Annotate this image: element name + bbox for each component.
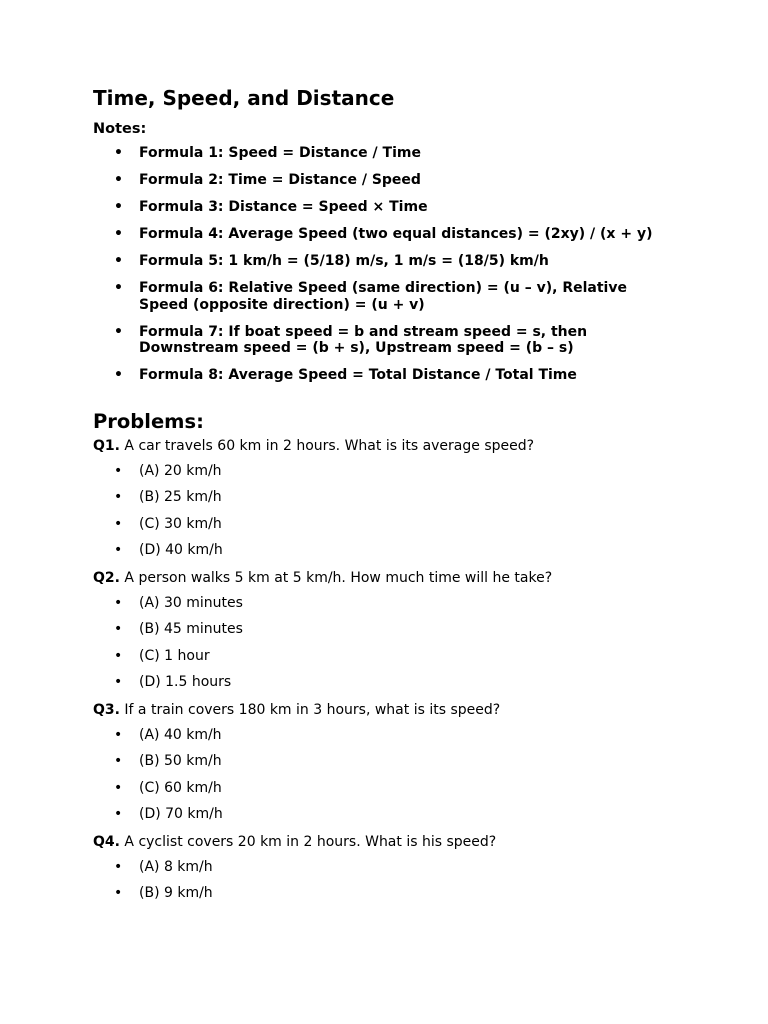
question-number: Q2. bbox=[93, 569, 120, 586]
answer-option: • (D) 70 km/h bbox=[93, 806, 675, 823]
formula-item: • Formula 5: 1 km/h = (5/18) m/s, 1 m/s = (18/5) km/h bbox=[93, 253, 675, 270]
question-number: Q4. bbox=[93, 833, 120, 850]
formula-item: • Formula 1: Speed = Distance / Time bbox=[93, 145, 675, 162]
formula-item: • Formula 3: Distance = Speed × Time bbox=[93, 199, 675, 216]
question-text: A car travels 60 km in 2 hours. What is its average speed? bbox=[124, 437, 535, 454]
problems-section bbox=[93, 437, 675, 902]
notes-heading: Notes: bbox=[93, 121, 147, 137]
answer-option: • (B) 50 km/h bbox=[93, 753, 675, 770]
answer-option: • (A) 8 km/h bbox=[93, 859, 675, 876]
question-text: If a train covers 180 km in 3 hours, what is its speed? bbox=[124, 701, 501, 718]
answer-option: • (D) 40 km/h bbox=[93, 542, 675, 559]
answer-option: • (A) 20 km/h bbox=[93, 463, 675, 480]
question-number: Q1. bbox=[93, 437, 120, 454]
answer-option: • (B) 45 minutes bbox=[93, 621, 675, 638]
question-3 bbox=[93, 701, 675, 719]
answer-option: • (A) 30 minutes bbox=[93, 595, 675, 612]
question-number: Q3. bbox=[93, 701, 120, 718]
question-2 bbox=[93, 569, 675, 587]
answer-options bbox=[93, 463, 675, 559]
question-4 bbox=[93, 833, 675, 851]
formula-item: • Formula 6: Relative Speed (same direction) = (u – v), Relative Speed (opposite direction) = (u + v) bbox=[93, 280, 675, 313]
formula-item: • Formula 2: Time = Distance / Speed bbox=[93, 172, 675, 189]
question-text: A person walks 5 km at 5 km/h. How much time will he take? bbox=[124, 569, 553, 586]
answer-option: • (B) 9 km/h bbox=[93, 885, 675, 902]
formula-item: • Formula 4: Average Speed (two equal distances) = (2xy) / (x + y) bbox=[93, 226, 675, 243]
answer-option: • (C) 30 km/h bbox=[93, 516, 675, 533]
answer-options bbox=[93, 727, 675, 823]
answer-option: • (C) 1 hour bbox=[93, 648, 675, 665]
document-title: Time, Speed, and Distance bbox=[93, 86, 395, 110]
answer-option: • (B) 25 km/h bbox=[93, 489, 675, 506]
answer-option: • (C) 60 km/h bbox=[93, 780, 675, 797]
answer-option: • (A) 40 km/h bbox=[93, 727, 675, 744]
problems-heading: Problems: bbox=[93, 409, 204, 433]
formula-list bbox=[93, 145, 675, 384]
formula-item: • Formula 8: Average Speed = Total Distance / Total Time bbox=[93, 367, 675, 384]
answer-options bbox=[93, 859, 675, 902]
question-text: A cyclist covers 20 km in 2 hours. What is his speed? bbox=[124, 833, 497, 850]
answer-options bbox=[93, 595, 675, 691]
question-1 bbox=[93, 437, 675, 455]
formula-item: • Formula 7: If boat speed = b and stream speed = s, then Downstream speed = (b + s), Upstream speed = (b – s) bbox=[93, 324, 675, 357]
answer-option: • (D) 1.5 hours bbox=[93, 674, 675, 691]
